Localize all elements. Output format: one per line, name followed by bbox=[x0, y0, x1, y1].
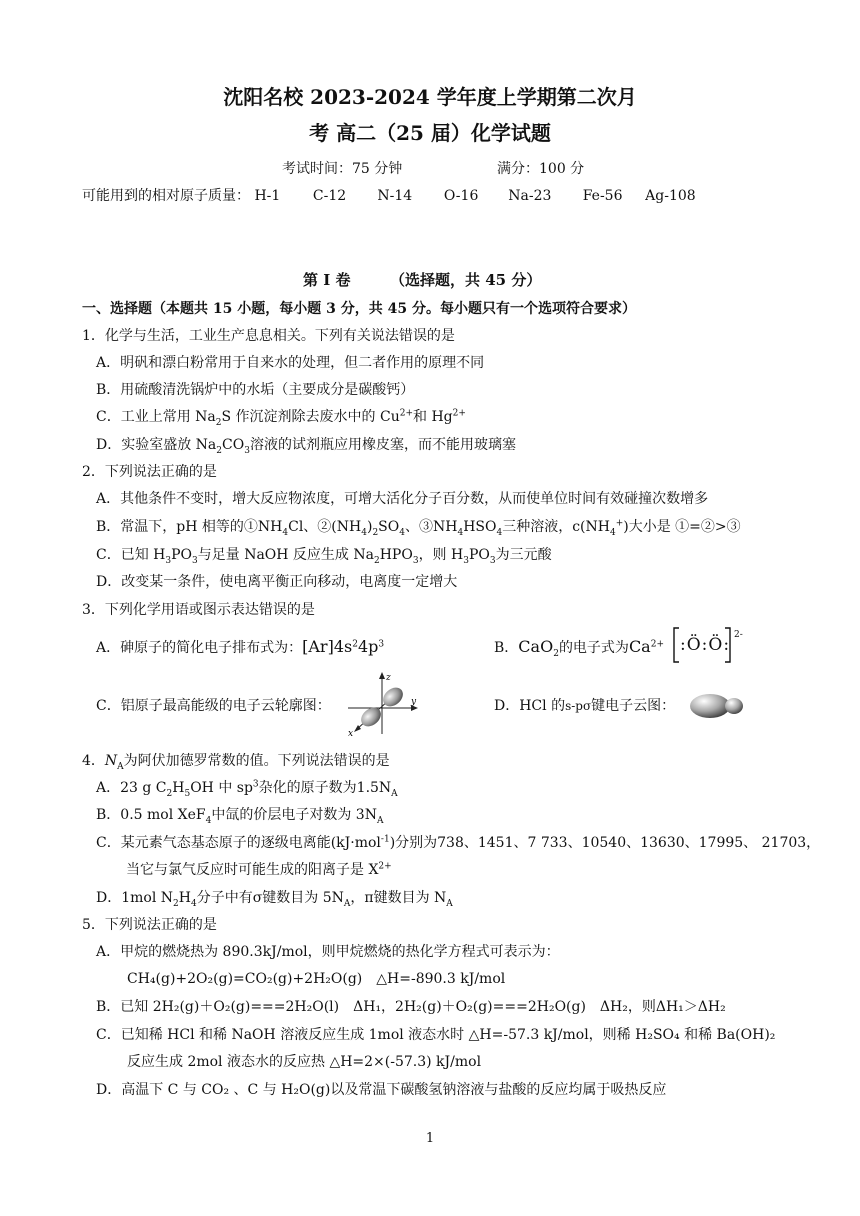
q4-option-c: C．某元素气态基态原子的逐级电离能(kJ·mol$^{-1}$)分别为738、1451、7 733、10540、13630、17995、 21703， bbox=[96, 834, 821, 851]
exam-title-line1: 沈阳名校 2023-2024 学年度上学期第二次月 bbox=[223, 85, 637, 109]
atomic-mass-row bbox=[82, 187, 696, 205]
peroxide-charge: 2- bbox=[734, 630, 743, 640]
q1-stem: 1．化学与生活，工业生产息息相关。下列有关说法错误的是 bbox=[82, 328, 455, 344]
q2-stem: 2．下列说法正确的是 bbox=[82, 464, 217, 480]
exam-title-line2: 考 高二（25 届）化学试题 bbox=[309, 121, 551, 145]
q5-option-c: C．已知稀 HCl 和稀 NaOH 溶液反应生成 1mol 液态水时 △H=-57.3 kJ/mol，则稀 H₂SO₄ 和稀 Ba(OH)₂ bbox=[96, 1027, 776, 1043]
q2-option-c: C．已知 $H_3PO_3$与足量 NaOH 反应生成 $Na_2HPO_3$，则 $H_3PO_3$为三元酸 bbox=[96, 547, 552, 566]
peroxide-dot-structure: :Ö:Ö: bbox=[680, 635, 731, 655]
q1-option-d: D．实验室盛放 $Na_2CO_3$溶液的试剂瓶应用橡皮塞，而不能用玻璃塞 bbox=[96, 437, 516, 456]
axis-z-label: z bbox=[386, 673, 391, 683]
s-p-sigma-cloud-diagram bbox=[688, 692, 746, 720]
q2-option-a: A．其他条件不变时，增大反应物浓度，可增大活化分子百分数，从而使单位时间有效碰撞次数增多 bbox=[96, 491, 709, 507]
axis-x-label: x bbox=[348, 729, 354, 738]
atomic-mass-item: H-1 bbox=[254, 188, 281, 204]
atomic-mass-item: Fe-56 bbox=[582, 188, 623, 204]
volume-title: 第 I 卷 bbox=[303, 271, 351, 289]
atomic-mass-item: N-14 bbox=[377, 188, 413, 204]
q1-option-b: B．用硫酸清洗锅炉中的水垢（主要成分是碳酸钙） bbox=[96, 382, 415, 398]
q5-option-c-cont: 反应生成 2mol 液态水的反应热 △H=2×(-57.3) kJ/mol bbox=[127, 1054, 482, 1070]
q2-option-b: B．常温下，pH 相等的$①NH_4Cl$、$②(NH_4)_2SO_4$、$③NH_4HSO_4$三种溶液，$c(NH_4^+)$大小是 ①=②>③ bbox=[96, 518, 741, 538]
q4-option-d: D．1mol $N_2H_4$分子中有σ键数目为 $5N_A$，π键数目为 $N_A$ bbox=[96, 890, 453, 909]
q5-option-d: D．高温下 C 与 CO₂ 、C 与 H₂O(g)以及常温下碳酸氢钠溶液与盐酸的反应均属于吸热反应 bbox=[96, 1082, 667, 1098]
q3-stem: 3．下列化学用语或图示表达错误的是 bbox=[82, 602, 315, 618]
q3-option-b: B．CaO$_2$的电子式为$Ca^{2+}$ bbox=[494, 637, 664, 659]
q3-option-a: A．砷原子的简化电子排布式为：$[Ar]4s^24p^3$ bbox=[96, 637, 385, 656]
volume-subtitle: （选择题，共 45 分） bbox=[390, 271, 542, 289]
full-score: 满分：100 分 bbox=[497, 161, 585, 177]
atomic-mass-item: Na-23 bbox=[508, 188, 552, 204]
q5-option-a-equation: CH₄(g)+2O₂(g)=CO₂(g)+2H₂O(g) △H=-890.3 kJ/mol bbox=[127, 971, 506, 987]
axis-y-label: y bbox=[411, 697, 417, 707]
q4-option-a: A．23 g $C_2H_5OH$ 中 $sp^3$杂化的原子数为$1.5N_A$ bbox=[96, 779, 398, 799]
p-orbital-diagram bbox=[344, 670, 420, 738]
q2-option-d: D．改变某一条件，使电离平衡正向移动，电离度一定增大 bbox=[96, 574, 458, 590]
page-number: 1 bbox=[425, 1131, 435, 1146]
q3-option-c: C．铝原子最高能级的电子云轮廓图： bbox=[96, 698, 331, 714]
q5-stem: 5．下列说法正确的是 bbox=[82, 917, 217, 933]
q5-option-b: B．已知 2H₂(g)＋O₂(g)===2H₂O(l) ΔH₁，2H₂(g)＋O₂(g)===2H₂O(g) ΔH₂，则ΔH₁＞ΔH₂ bbox=[96, 999, 726, 1015]
atomic-mass-item: O-16 bbox=[443, 188, 479, 204]
atomic-mass-label: 可能用到的相对原子质量： bbox=[82, 188, 250, 204]
q3-option-d: D．HCl 的s-pσ键电子云图： bbox=[494, 698, 676, 714]
atomic-mass-item: C-12 bbox=[312, 188, 347, 204]
part-title: 一、选择题（本题共 15 小题，每小题 3 分，共 45 分。每小题只有一个选项符合要求） bbox=[82, 301, 636, 317]
q1-option-a: A．明矾和漂白粉常用于自来水的处理，但二者作用的原理不同 bbox=[96, 355, 485, 371]
q5-option-a: A．甲烷的燃烧热为 890.3kJ/mol，则甲烷燃烧的热化学方程式可表示为： bbox=[96, 944, 560, 960]
q4-stem: 4．$N_A$为阿伏加德罗常数的值。下列说法错误的是 bbox=[82, 753, 390, 772]
q4-option-b: B．0.5 mol XeF$_4$中氙的价层电子对数为 $3N_A$ bbox=[96, 807, 384, 826]
q4-option-c-cont: 当它与氯气反应时可能生成的阳离子是 $X^{2+}$ bbox=[126, 861, 392, 878]
exam-time: 考试时间：75 分钟 bbox=[282, 161, 403, 177]
q1-option-c: C．工业上常用 $Na_2S$ 作沉淀剂除去废水中的 $Cu^{2+}$和 $Hg^{2+}$ bbox=[96, 408, 466, 428]
atomic-mass-item: Ag-108 bbox=[645, 188, 696, 204]
